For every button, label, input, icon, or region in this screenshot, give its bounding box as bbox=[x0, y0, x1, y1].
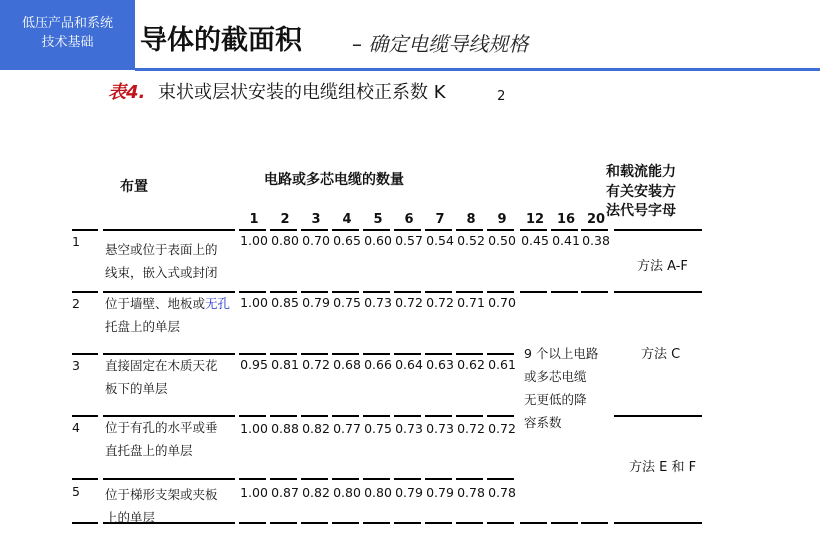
table-rule bbox=[301, 415, 328, 417]
table-rule bbox=[551, 229, 578, 231]
table-rule bbox=[487, 229, 514, 231]
count-header: 2 bbox=[280, 212, 290, 227]
row-number: 4 bbox=[72, 420, 80, 435]
table-rule bbox=[456, 522, 483, 524]
table-rule bbox=[270, 415, 297, 417]
table-rule bbox=[456, 291, 483, 293]
section-badge bbox=[0, 0, 135, 70]
table-cell: 0.85 bbox=[271, 295, 299, 310]
table-rule bbox=[581, 229, 608, 231]
table-rule bbox=[270, 353, 297, 355]
table-rule bbox=[363, 478, 390, 480]
table-cell: 0.73 bbox=[395, 421, 423, 436]
table-rule bbox=[270, 522, 297, 524]
table-cell: 0.65 bbox=[333, 233, 361, 248]
table-rule bbox=[520, 229, 547, 231]
table-rule bbox=[394, 229, 421, 231]
table-rule bbox=[425, 522, 452, 524]
table-rule bbox=[614, 291, 702, 293]
row-description-line: 直托盘上的单层 bbox=[105, 443, 193, 458]
table-rule bbox=[239, 353, 266, 355]
row-number: 1 bbox=[72, 234, 80, 249]
table-rule bbox=[456, 415, 483, 417]
table-cell: 0.79 bbox=[302, 295, 330, 310]
table-rule bbox=[332, 353, 359, 355]
count-header: 6 bbox=[404, 212, 414, 227]
row-description-line: 直接固定在木质天花 bbox=[105, 358, 218, 373]
table-cell: 1.00 bbox=[240, 421, 268, 436]
table-rule bbox=[487, 478, 514, 480]
table-cell: 0.62 bbox=[457, 357, 485, 372]
table-rule bbox=[301, 522, 328, 524]
row-description-line: 悬空或位于表面上的 bbox=[105, 242, 218, 257]
table-rule bbox=[363, 522, 390, 524]
table-cell: 0.57 bbox=[395, 233, 423, 248]
table-rule bbox=[301, 478, 328, 480]
table-rule bbox=[551, 291, 578, 293]
count-header: 9 bbox=[497, 212, 507, 227]
row-description bbox=[105, 292, 230, 338]
row-description-line: 位于有孔的水平或垂 bbox=[105, 420, 218, 435]
row-description-line: 位于梯形支架或夹板 bbox=[105, 487, 218, 502]
count-header: 20 bbox=[586, 212, 606, 227]
table-cell: 0.68 bbox=[333, 357, 361, 372]
table-rule bbox=[363, 353, 390, 355]
page-subtitle: – 确定电缆导线规格 bbox=[352, 32, 529, 56]
table-cell: 0.66 bbox=[364, 357, 392, 372]
header-method-1: 和载流能力 bbox=[606, 164, 676, 180]
note-line: 无更低的降 bbox=[524, 392, 587, 407]
header-arrangement: 布置 bbox=[120, 179, 148, 195]
table-cell: 0.77 bbox=[333, 421, 361, 436]
table-rule bbox=[72, 353, 98, 355]
merged-note bbox=[524, 342, 598, 434]
header-count: 电路或多芯电缆的数量 bbox=[264, 172, 404, 188]
row-description-line: 位于墙壁、地板或无孔 bbox=[105, 296, 231, 311]
table-cell: 0.70 bbox=[488, 295, 516, 310]
table-cell: 0.80 bbox=[333, 485, 361, 500]
table-cell: 0.82 bbox=[302, 485, 330, 500]
row-description-line: 板下的单层 bbox=[105, 381, 168, 396]
table-cell: 0.82 bbox=[302, 421, 330, 436]
table-rule bbox=[487, 353, 514, 355]
header-method-3: 法代号字母 bbox=[606, 203, 676, 219]
header-divider bbox=[135, 68, 820, 71]
table-rule bbox=[581, 291, 608, 293]
table-cell: 0.38 bbox=[582, 233, 610, 248]
table-cell: 0.88 bbox=[271, 421, 299, 436]
count-header: 1 bbox=[249, 212, 259, 227]
table-rule bbox=[614, 415, 702, 417]
table-cell: 0.75 bbox=[333, 295, 361, 310]
row-description bbox=[105, 354, 218, 400]
table-rule bbox=[581, 522, 608, 524]
table-cell: 0.75 bbox=[364, 421, 392, 436]
table-rule bbox=[394, 353, 421, 355]
table-rule bbox=[239, 229, 266, 231]
table-caption-subscript: 2 bbox=[497, 89, 506, 104]
table-cell: 0.81 bbox=[271, 357, 299, 372]
table-cell: 0.45 bbox=[521, 233, 549, 248]
table-rule bbox=[487, 291, 514, 293]
table-cell: 1.00 bbox=[240, 233, 268, 248]
table-rule bbox=[425, 229, 452, 231]
count-header: 7 bbox=[435, 212, 445, 227]
table-cell: 0.73 bbox=[426, 421, 454, 436]
table-cell: 0.79 bbox=[426, 485, 454, 500]
table-cell: 0.73 bbox=[364, 295, 392, 310]
row-number: 3 bbox=[72, 358, 80, 373]
method-a-f: 方法 A-F bbox=[637, 259, 688, 274]
row-description bbox=[105, 483, 218, 529]
table-rule bbox=[270, 229, 297, 231]
badge-line-2: 技术基础 bbox=[41, 35, 94, 50]
table-rule bbox=[239, 478, 266, 480]
badge-line-1: 低压产品和系统 bbox=[21, 16, 113, 31]
row-number: 5 bbox=[72, 484, 80, 499]
table-rule bbox=[72, 291, 98, 293]
row-description-line: 托盘上的单层 bbox=[105, 319, 181, 334]
table-rule bbox=[487, 522, 514, 524]
table-rule bbox=[394, 291, 421, 293]
table-cell: 0.72 bbox=[302, 357, 330, 372]
table-cell: 0.95 bbox=[240, 357, 268, 372]
note-line: 容系数 bbox=[524, 415, 562, 430]
row-description-highlight: 无孔 bbox=[205, 296, 231, 311]
table-cell: 0.78 bbox=[488, 485, 516, 500]
table-cell: 0.52 bbox=[457, 233, 485, 248]
count-header: 8 bbox=[466, 212, 476, 227]
table-cell: 0.72 bbox=[395, 295, 423, 310]
table-rule bbox=[394, 478, 421, 480]
table-cell: 0.87 bbox=[271, 485, 299, 500]
table-cell: 0.50 bbox=[488, 233, 516, 248]
table-rule bbox=[103, 478, 235, 480]
table-rule bbox=[425, 415, 452, 417]
table-rule bbox=[520, 522, 547, 524]
table-cell: 0.72 bbox=[457, 421, 485, 436]
table-rule bbox=[301, 353, 328, 355]
page-title: 导体的截面积 bbox=[140, 25, 302, 56]
table-cell: 1.00 bbox=[240, 295, 268, 310]
table-rule bbox=[239, 522, 266, 524]
count-header: 5 bbox=[373, 212, 383, 227]
table-rule bbox=[332, 291, 359, 293]
count-header: 12 bbox=[525, 212, 545, 227]
table-cell: 0.54 bbox=[426, 233, 454, 248]
table-rule bbox=[72, 478, 98, 480]
table-rule bbox=[332, 229, 359, 231]
table-cell: 0.60 bbox=[364, 233, 392, 248]
table-rule bbox=[72, 522, 98, 524]
table-cell: 0.80 bbox=[364, 485, 392, 500]
table-rule bbox=[332, 522, 359, 524]
table-cell: 0.61 bbox=[488, 357, 516, 372]
table-rule bbox=[301, 291, 328, 293]
row-description bbox=[105, 416, 218, 462]
table-rule bbox=[614, 522, 702, 524]
table-number: 表4. bbox=[108, 82, 146, 103]
table-cell: 0.78 bbox=[457, 485, 485, 500]
table-rule bbox=[301, 229, 328, 231]
table-rule bbox=[270, 478, 297, 480]
count-header: 16 bbox=[556, 212, 576, 227]
count-header: 4 bbox=[342, 212, 352, 227]
table-rule bbox=[103, 229, 235, 231]
table-rule bbox=[456, 229, 483, 231]
row-description-line: 线束，嵌入式或封闭 bbox=[105, 265, 218, 280]
table-rule bbox=[72, 415, 98, 417]
table-cell: 0.79 bbox=[395, 485, 423, 500]
table-cell: 0.64 bbox=[395, 357, 423, 372]
table-cell: 1.00 bbox=[240, 485, 268, 500]
table-cell: 0.71 bbox=[457, 295, 485, 310]
table-rule bbox=[394, 415, 421, 417]
method-c: 方法 C bbox=[641, 347, 681, 362]
note-line: 或多芯电缆 bbox=[524, 369, 587, 384]
table-rule bbox=[520, 291, 547, 293]
table-cell: 0.72 bbox=[488, 421, 516, 436]
table-rule bbox=[239, 415, 266, 417]
table-rule bbox=[332, 415, 359, 417]
table-rule bbox=[487, 415, 514, 417]
row-number: 2 bbox=[72, 296, 80, 311]
table-rule bbox=[551, 522, 578, 524]
note-line: 9 个以上电路 bbox=[524, 346, 599, 361]
row-description-line: 上的单层 bbox=[105, 510, 156, 525]
count-header: 3 bbox=[311, 212, 321, 227]
table-rule bbox=[270, 291, 297, 293]
table-rule bbox=[239, 291, 266, 293]
table-cell: 0.41 bbox=[552, 233, 580, 248]
table-rule bbox=[332, 478, 359, 480]
table-cell: 0.70 bbox=[302, 233, 330, 248]
table-rule bbox=[425, 478, 452, 480]
method-e-f: 方法 E 和 F bbox=[629, 460, 697, 475]
table-rule bbox=[72, 229, 98, 231]
table-cell: 0.72 bbox=[426, 295, 454, 310]
table-rule bbox=[425, 353, 452, 355]
table-rule bbox=[363, 229, 390, 231]
table-rule bbox=[456, 478, 483, 480]
table-cell: 0.80 bbox=[271, 233, 299, 248]
table-rule bbox=[363, 291, 390, 293]
table-rule bbox=[456, 353, 483, 355]
table-rule bbox=[425, 291, 452, 293]
table-rule bbox=[614, 229, 702, 231]
header-method-2: 有关安装方 bbox=[606, 184, 676, 200]
row-description bbox=[105, 238, 218, 284]
table-rule bbox=[363, 415, 390, 417]
table-caption: 束状或层状安装的电缆组校正系数 K bbox=[158, 82, 446, 103]
table-cell: 0.63 bbox=[426, 357, 454, 372]
table-rule bbox=[394, 522, 421, 524]
